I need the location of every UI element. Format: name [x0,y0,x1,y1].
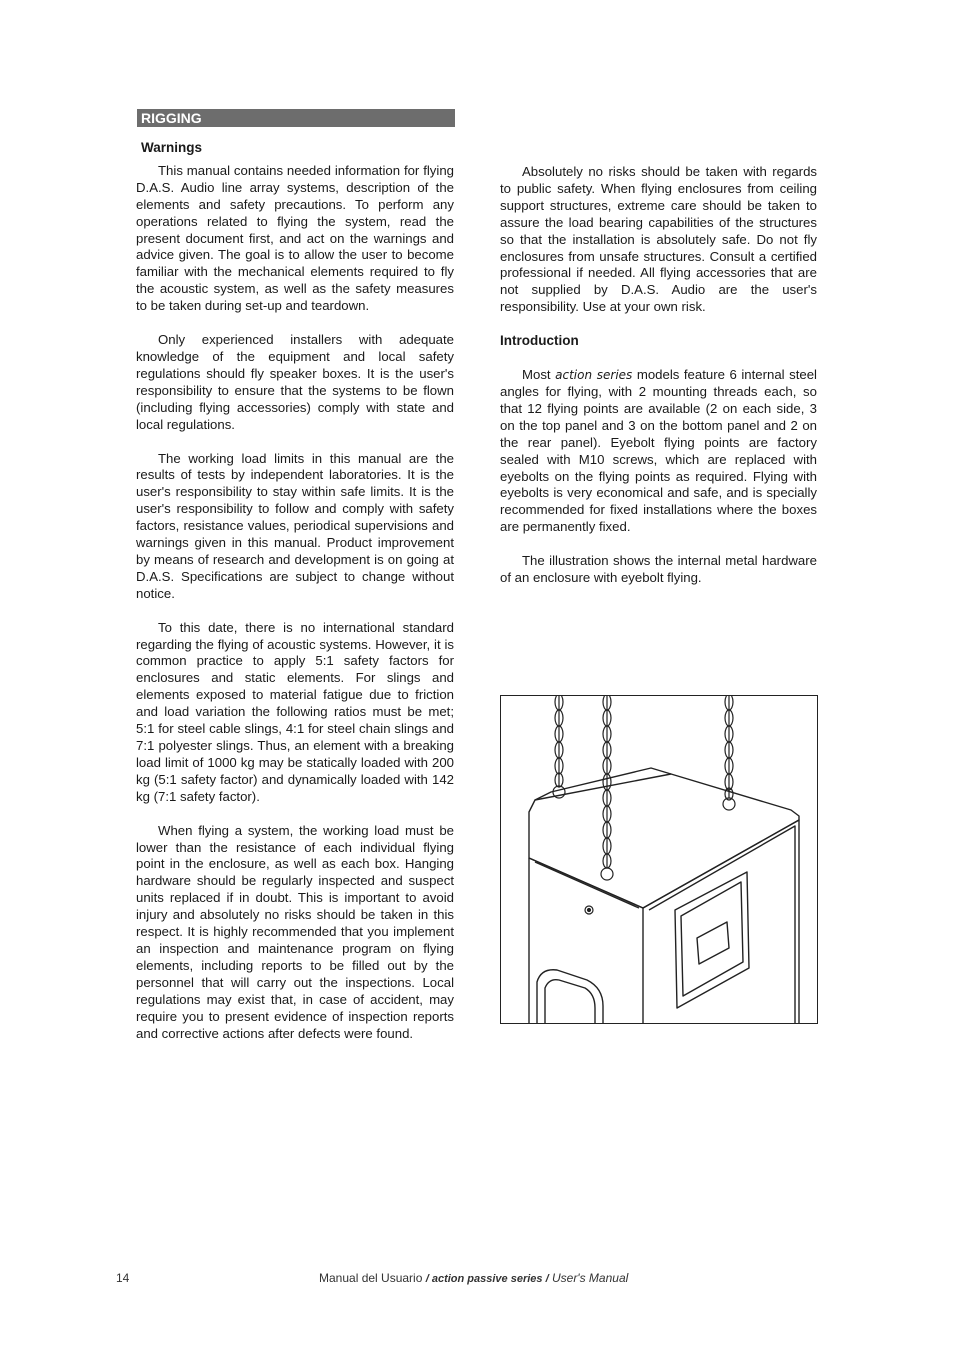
introduction-heading: Introduction [500,333,579,349]
footer-manual-en: User's Manual [548,1271,629,1285]
warnings-paragraph-1: This manual contains needed information for flying D.A.S. Audio line array systems, description of the elements and safety precautions. To perform any operations related to flying the system, read the present document first, and act on the warnings and advice given. The goal is to allow the user to become familiar with the mechanical elements required to fly the acoustic system, as well as the safety measures to be taken during set-up and teardown. [136,162,454,314]
intro-series-name: action series [555,368,633,383]
left-column [136,140,454,1059]
enclosure-outline [529,768,799,1023]
right-column [500,164,817,604]
illustration-paragraph: The illustration shows the internal metal hardware of an enclosure with eyebolt flying. [500,553,817,586]
eyebolts [553,786,735,914]
page-number: 14 [116,1271,130,1285]
warnings-paragraph-5: When flying a system, the working load must be lower than the resistance of each individual flying point in the enclosure, as well as each box. Hanging hardware should be regularly inspected and suspect units replaced if in doubt. This is important to avoid injury and absolutely no risks should be taken in this respect. It is highly recommended that you implement an inspection and maintenance program on flying elements, including reports to be filled out by the personnel that will carry out the inspections. Local regulations may exist that, in case of accident, may require you to present evidence of inspection reports and corrective actions after defects were found. [136,822,454,1041]
footer-series: / action passive series / [425,1273,549,1285]
section-title: RIGGING [137,109,455,127]
chain-slings [555,696,733,868]
footer-manual-es: Manual del Usuario [319,1271,426,1285]
warnings-heading: Warnings [141,140,203,155]
footer-title [319,1271,628,1285]
warnings-paragraph-4: To this date, there is no international standard regarding the flying of acoustic systems. However, it is common practice to apply 5:1 safety factors for enclosures and static elements. For slings and elements exposed to material fatigue due to friction and load variation the following ratios must be met; 5:1 for steel cable slings, 4:1 for steel chain slings and 7:1 polyester slings. Thus, an element with a breaking load limit of 1000 kg may be statically loaded with 200 kg (5:1 safety factor) and dynamically loaded with 142 kg (7:1 safety factor). [136,619,454,804]
safety-paragraph: Absolutely no risks should be taken with regards to public safety. When flying enclosures from ceiling support structures, extreme care should be taken to assure the load bearing capabilities of the structures so that the installation is absolutely safe. Do not fly enclosures from unsafe structures. Consult a certified professional if needed. All flying accessories that are not supplied by D.A.S. Audio are the user's responsibility. Use at your own risk. [500,164,817,315]
enclosure-drawing [501,696,817,1023]
introduction-paragraph [500,367,817,536]
warnings-paragraph-2: Only experienced installers with adequate knowledge of the equipment and local safety regulations should fly speaker boxes. It is the user's responsibility to ensure that the systems to be flown (including flying accessories) comply with state and local regulations. [136,332,454,432]
warnings-paragraph-3: The working load limits in this manual are the results of tests by independent laboratories. It is the user's responsibility to stay within safe limits. It is the user's responsibility to follow and comply with safety factors, resistance values, periodical supervisions and warnings given in this manual. Product improvement by means of research and development is on going at D.A.S. Specifications are subject to change without notice. [136,450,454,601]
eyebolt-flying-illustration [500,695,818,1024]
intro-rest: models feature 6 internal steel angles for flying, with 2 mounting threads each, so that 12 flying points are available (2 on each side, 3 on the top panel and 3 on the bottom panel and 2 on the rear panel). Eyebolt flying points are factory sealed with M10 screws, which are replaced with eyebolts on the flying points as required. Flying with eyebolts is very economical and safe, and is specially recommended for fixed installations where the boxes are permanently fixed. [500,367,817,535]
intro-lead: Most [522,367,556,383]
